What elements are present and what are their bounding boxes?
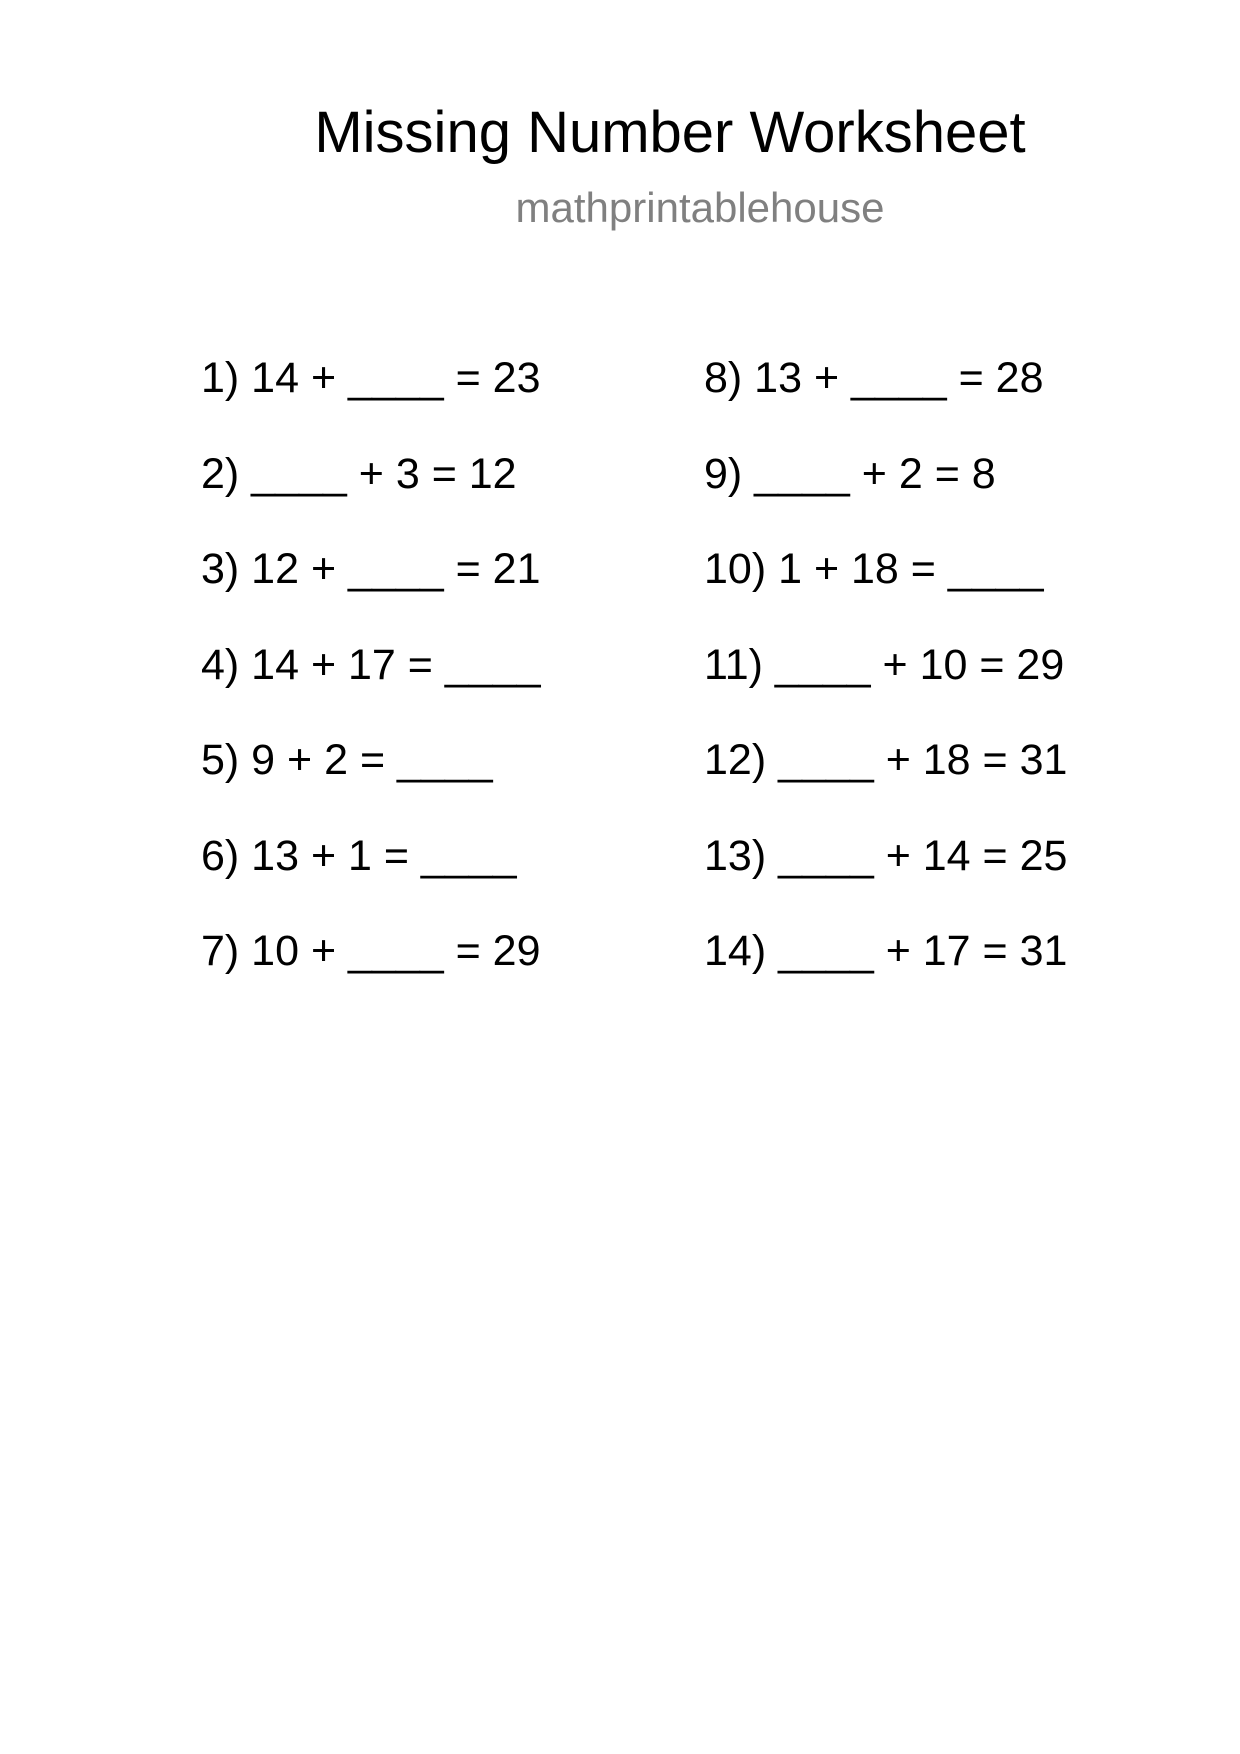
problem-4: 4) 14 + 17 = ____ [201, 640, 541, 689]
problem-8: 8) 13 + ____ = 28 [704, 354, 1044, 402]
problems-right-column [704, 350, 1067, 1019]
problem-1: 1) 14 + ____ = 23 [201, 354, 541, 402]
problem-12: 12) ____ + 18 = 31 [704, 736, 1068, 784]
problems-left-column [201, 350, 541, 1019]
problem-6: 6) 13 + 1 = ____ [201, 831, 517, 880]
problem-2: 2) ____ + 3 = 12 [201, 449, 517, 498]
problem-9: 9) ____ + 2 = 8 [704, 449, 996, 498]
problem-14: 14) ____ + 17 = 31 [704, 927, 1068, 975]
worksheet-title: Missing Number Worksheet [314, 100, 1026, 165]
worksheet-subtitle: mathprintablehouse [515, 184, 885, 231]
problem-3: 3) 12 + ____ = 21 [201, 545, 541, 593]
problem-5: 5) 9 + 2 = ____ [201, 736, 493, 784]
problem-11: 11) ____ + 10 = 29 [704, 640, 1065, 689]
problem-13: 13) ____ + 14 = 25 [704, 831, 1068, 880]
problem-7: 7) 10 + ____ = 29 [201, 927, 541, 975]
problem-10: 10) 1 + 18 = ____ [704, 545, 1044, 593]
